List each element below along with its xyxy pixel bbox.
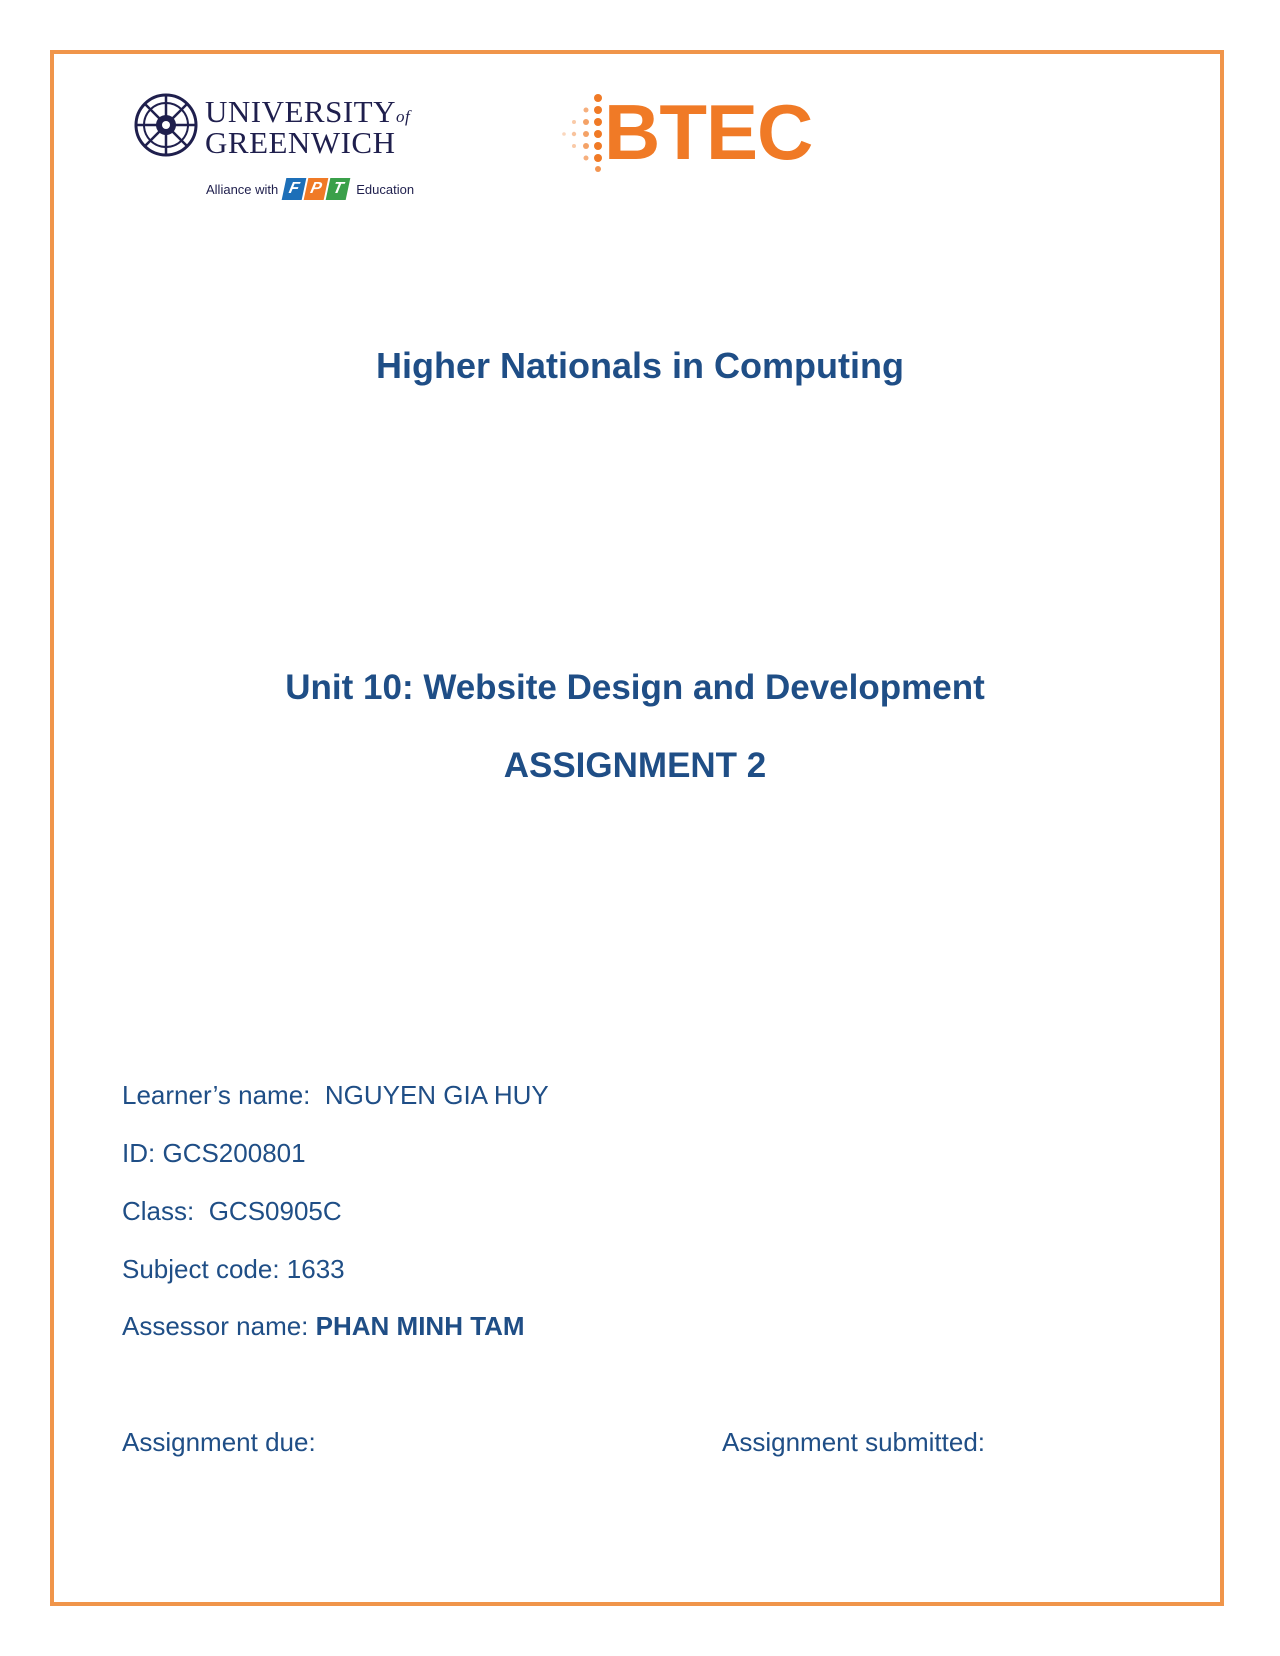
fpt-letter-p: P bbox=[304, 178, 329, 200]
greenwich-crest-icon bbox=[133, 92, 199, 158]
btec-wordmark: BTEC bbox=[604, 88, 813, 176]
class-label: Class: bbox=[122, 1196, 195, 1226]
subject-code-label: Subject code: bbox=[122, 1254, 280, 1284]
id-row bbox=[122, 1138, 306, 1169]
document-title: Higher Nationals in Computing bbox=[376, 345, 904, 386]
assessor-name-row bbox=[122, 1311, 525, 1342]
btec-logo bbox=[558, 88, 813, 176]
subject-code-row bbox=[122, 1254, 345, 1285]
class-row bbox=[122, 1196, 342, 1227]
fpt-letter-t: T bbox=[326, 178, 351, 200]
assignment-submitted-label: Assignment submitted: bbox=[722, 1427, 986, 1457]
assignment-due-label: Assignment due: bbox=[122, 1427, 316, 1457]
subject-code-value: 1633 bbox=[286, 1254, 345, 1284]
fpt-logo bbox=[284, 178, 350, 200]
assignment-title: ASSIGNMENT 2 bbox=[503, 746, 767, 785]
greenwich-logo-line2: GREENWICH bbox=[205, 125, 396, 160]
alliance-with-fpt bbox=[206, 174, 414, 204]
unit-title: Unit 10: Website Design and Development bbox=[285, 668, 985, 707]
page-border-frame bbox=[50, 50, 1224, 1606]
class-value: GCS0905C bbox=[208, 1196, 342, 1226]
id-label: ID: bbox=[122, 1138, 156, 1168]
learner-name-value: NGUYEN GIA HUY bbox=[324, 1080, 549, 1110]
btec-dots-icon bbox=[558, 92, 608, 172]
alliance-suffix: Education bbox=[356, 181, 415, 197]
learner-name-label: Learner’s name: bbox=[122, 1080, 311, 1110]
assessor-name-value: PHAN MINH TAM bbox=[315, 1311, 525, 1341]
greenwich-logo-line1: UNIVERSITYof bbox=[205, 94, 411, 129]
learner-name-row bbox=[122, 1080, 549, 1111]
id-value: GCS200801 bbox=[162, 1138, 306, 1168]
assessor-name-label: Assessor name: bbox=[122, 1311, 309, 1341]
alliance-prefix: Alliance with bbox=[206, 181, 279, 197]
fpt-letter-f: F bbox=[282, 178, 307, 200]
university-of-greenwich-logo bbox=[133, 92, 413, 208]
